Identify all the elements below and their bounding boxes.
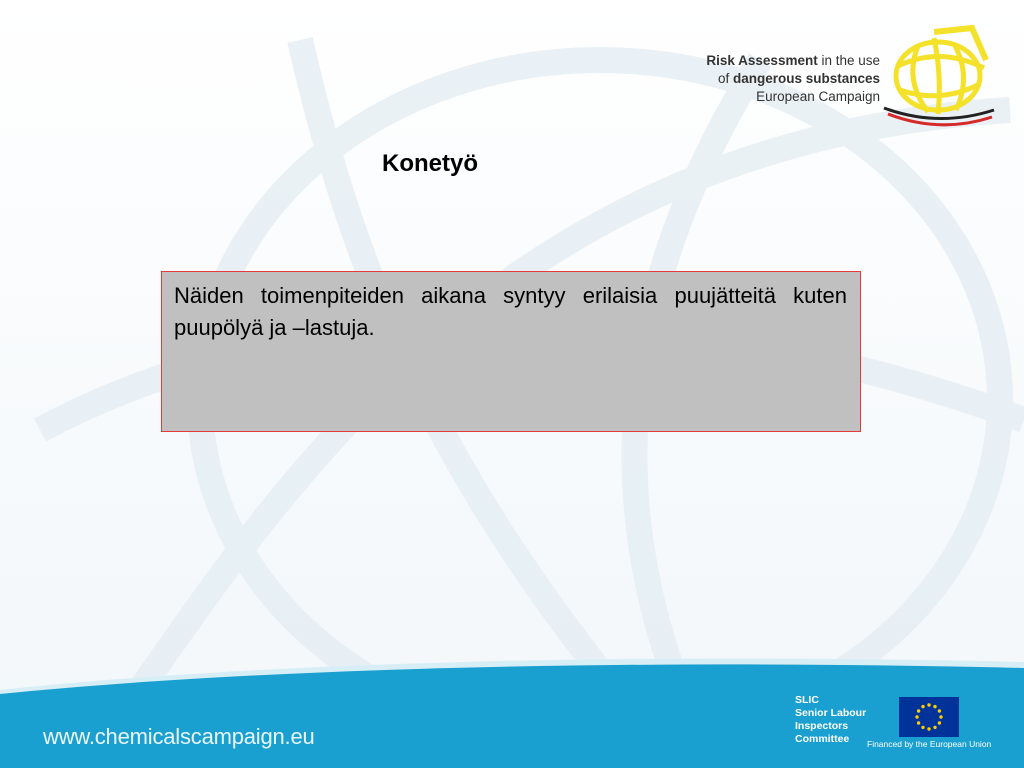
- campaign-website-link[interactable]: www.chemicalscampaign.eu: [43, 724, 315, 749]
- brand-line-2: of dangerous substances: [717, 71, 880, 86]
- campaign-brand: [700, 52, 880, 106]
- eu-financed-caption: Financed by the European Union: [867, 739, 992, 749]
- content-text: Näiden toimenpiteiden aikana syntyy erilaisia puujätteitä kuten puupölyä ja –lastuja.: [174, 283, 847, 340]
- brand-line-1: Risk Assessment in the use: [706, 53, 880, 68]
- content-box: [161, 271, 861, 432]
- eu-flag-icon: [899, 697, 959, 737]
- campaign-globe-logo-icon: [876, 24, 998, 132]
- slide-title: Konetyö: [382, 150, 478, 177]
- brand-line-3: European Campaign: [756, 89, 880, 104]
- footer-band: [0, 650, 1024, 768]
- slic-committee-label: SLIC Senior Labour Inspectors Committee: [795, 694, 867, 745]
